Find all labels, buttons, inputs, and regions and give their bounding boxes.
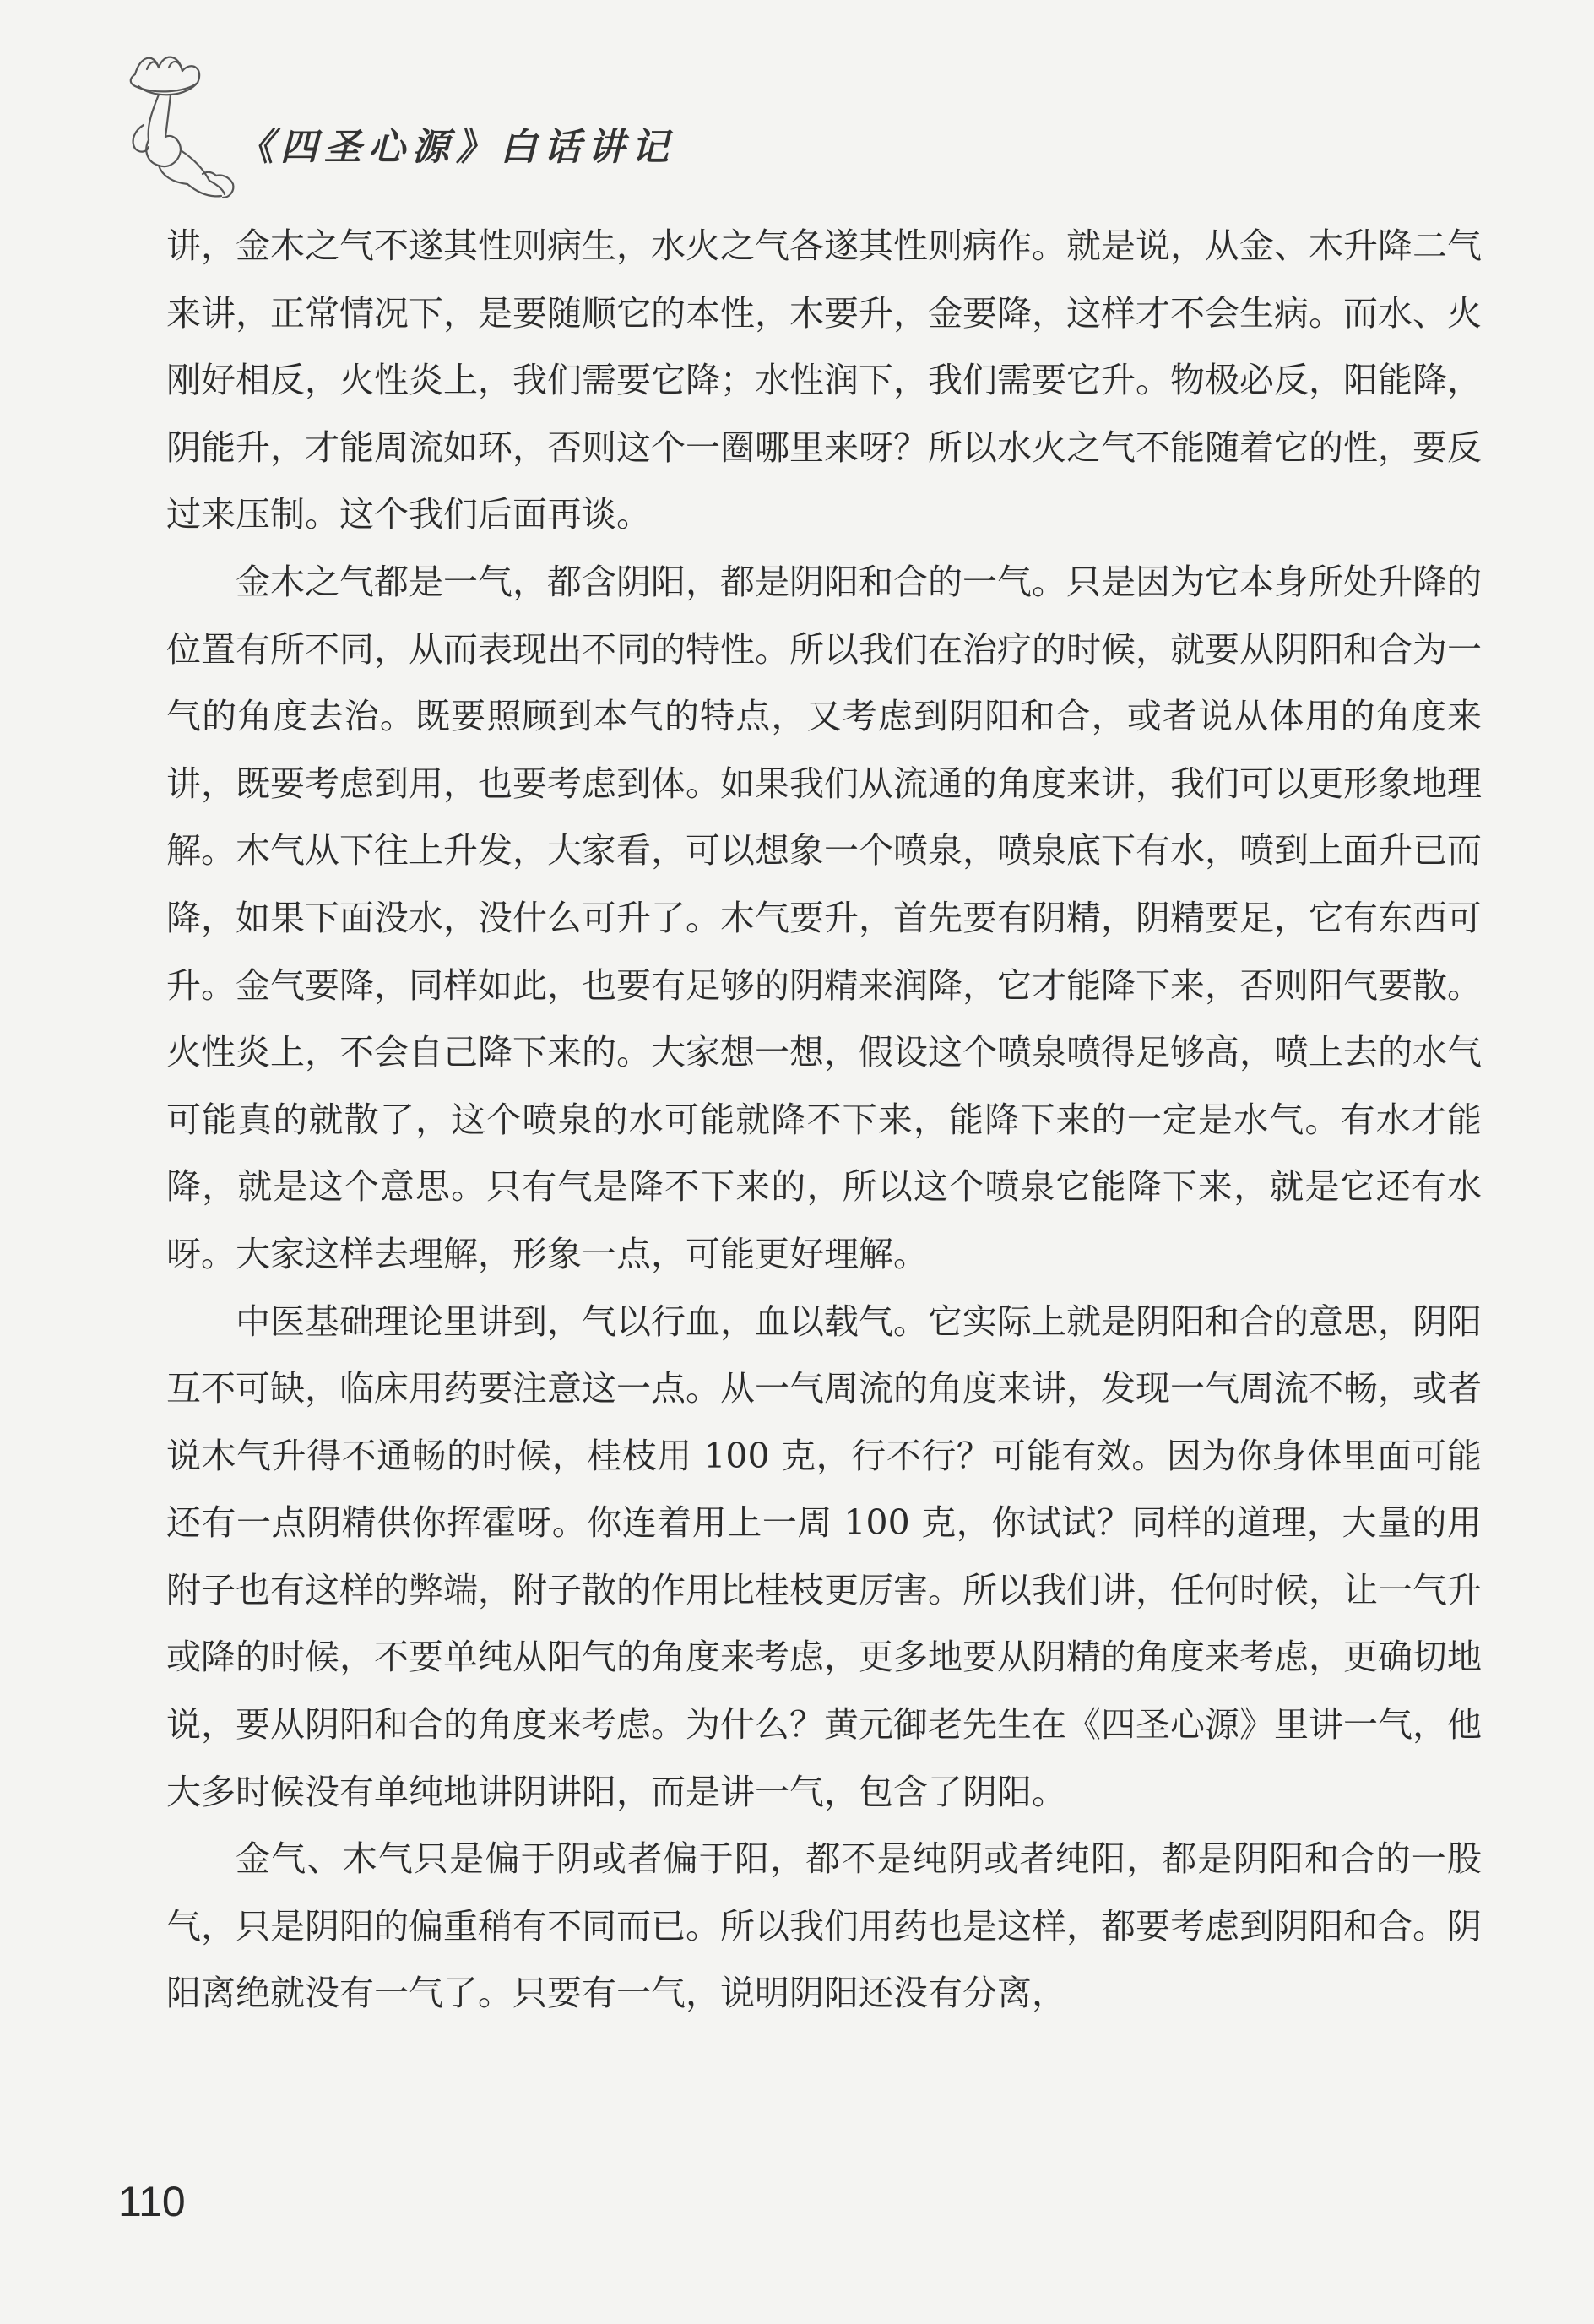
paragraph-1: 讲，金木之气不遂其性则病生，水火之气各遂其性则病作。就是说，从金、木升降二气来讲，正常情况下，是要随顺它的本性，木要升，金要降，这样才不会生病。而水、火刚好相反，火性炎上，我们需要它降；水性润下，我们需要它升。物极必反，阳能降，阴能升，才能周流如环，否则这个一圈哪里来呀？所以水火之气不能随着它的性，要反过来压制。这个我们后面再谈。 xyxy=(166,225,1482,535)
paragraph-2: 金木之气都是一气，都含阴阳，都是阴阳和合的一气。只是因为它本身所处升降的位置有所不同，从而表现出不同的特性。所以我们在治疗的时候，就要从阴阳和合为一气的角度去治。既要照顾到本气的特点，又考虑到阴阳和合，或者说从体用的角度来讲，既要考虑到用，也要考虑到体。如果我们从流通的角度来讲，我们可以更形象地理解。木气从下往上升发，大家看，可以想象一个喷泉，喷泉底下有水，喷到上面升已而降，如果下面没水，没什么可升了。木气要升，首先要有阴精，阴精要足，它有东西可升。金气要降，同样如此，也要有足够的阴精来润降，它才能降下来，否则阳气要散。火性炎上，不会自己降下来的。大家想一想，假设这个喷泉喷得足够高，喷上去的水气可能真的就散了，这个喷泉的水可能就降不下来，能降下来的一定是水气。有水才能降，就是这个意思。只有气是降不下来的，所以这个喷泉它能降下来，就是它还有水呀。大家这样去理解，形象一点，可能更好理解。 xyxy=(166,561,1482,1274)
body-text xyxy=(166,213,1482,2028)
page-header xyxy=(110,49,870,209)
book-title: 《四圣心源》白话讲记 xyxy=(236,126,675,169)
paragraph-4: 金气、木气只是偏于阴或者偏于阳，都不是纯阴或者纯阳，都是阴阳和合的一股气，只是阴阳的偏重稍有不同而已。所以我们用药也是这样，都要考虑到阴阳和合。阴阳离绝就没有一气了。只要有一气，说明阴阳还没有分离， xyxy=(166,1838,1482,2014)
page-number: 110 xyxy=(118,2178,186,2225)
paragraph-3: 中医基础理论里讲到，气以行血，血以载气。它实际上就是阴阳和合的意思，阴阳互不可缺，临床用药要注意这一点。从一气周流的角度来讲，发现一气周流不畅，或者说木气升得不通畅的时候，桂枝用 100 克，行不行？可能有效。因为你身体里面可能还有一点阴精供你挥霍呀。你连着用上一周 100 克，你试试？同样的道理，大量的用附子也有这样的弊端，附子散的作用比桂枝更厉害。所以我们讲，任何时候，让一气升或降的时候，不要单纯从阳气的角度来考虑，更多地要从阴精的角度来考虑，更确切地说，要从阴阳和合的角度来考虑。为什么？黄元御老先生在《四圣心源》里讲一气，他大多时候没有单纯地讲阴讲阳，而是讲一气，包含了阴阳。 xyxy=(166,1300,1482,1812)
lotus-hand-icon xyxy=(110,49,245,209)
